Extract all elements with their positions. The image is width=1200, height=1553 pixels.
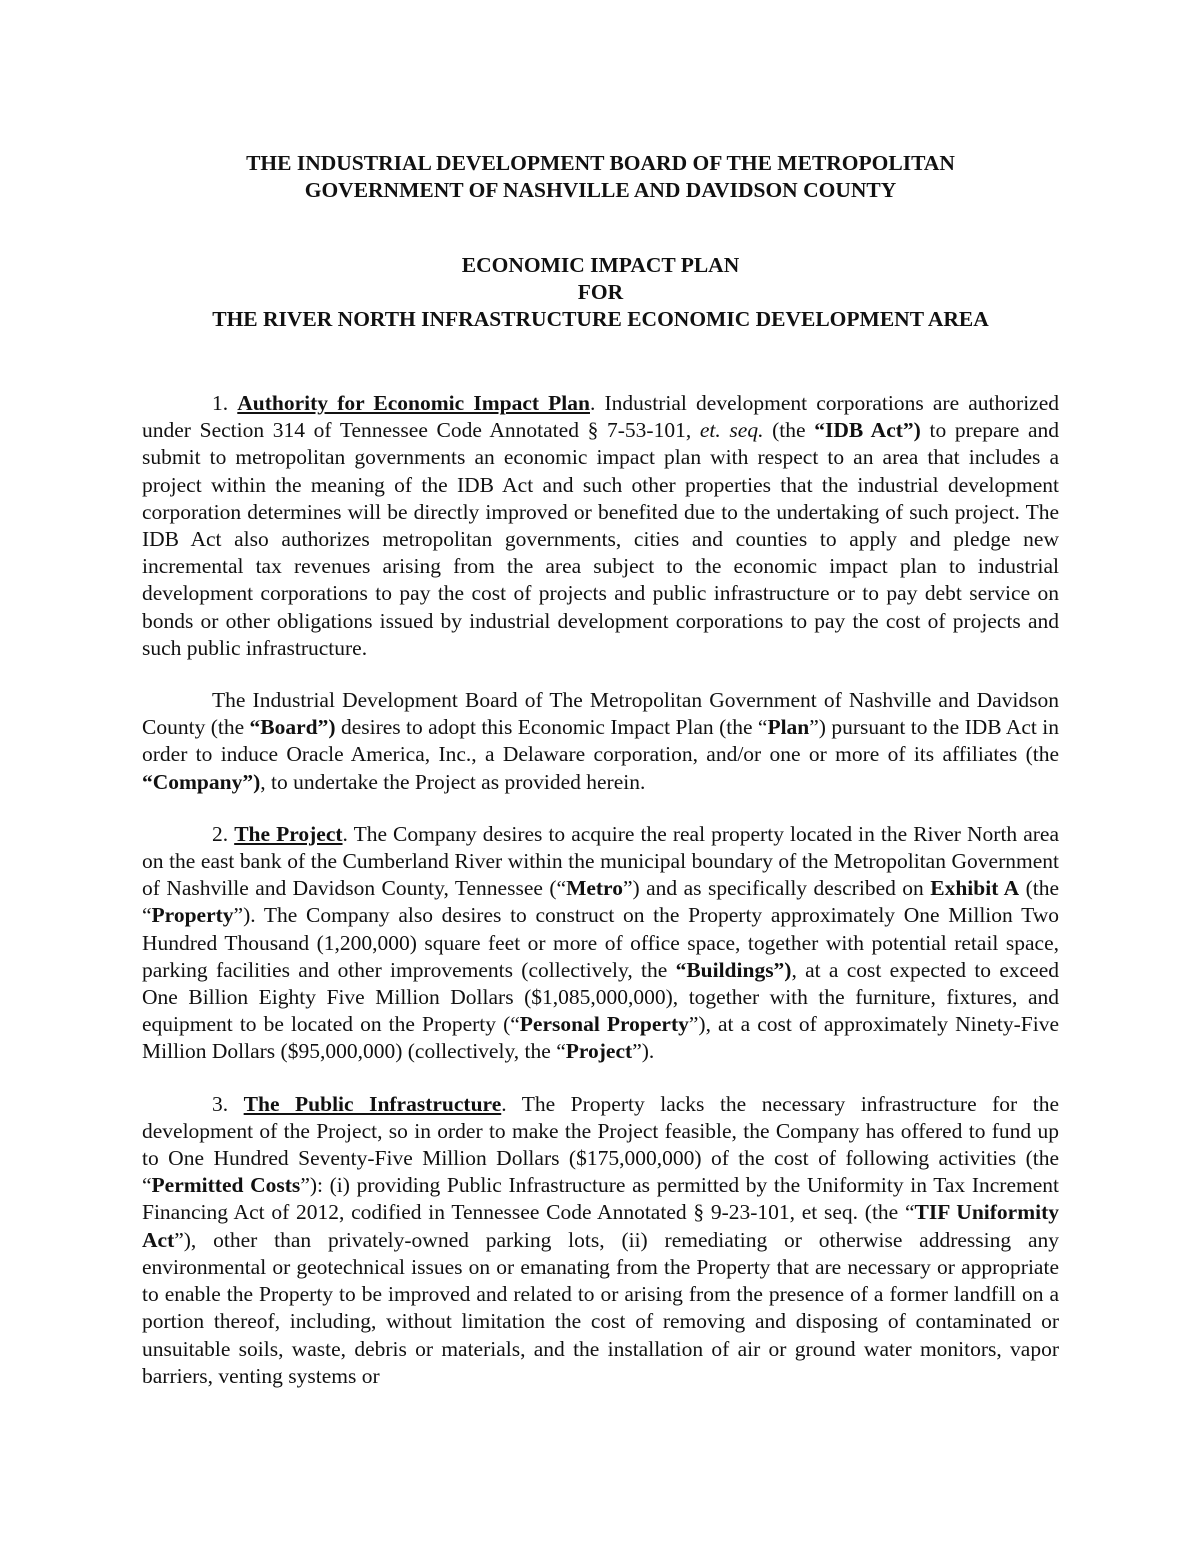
section-1-text-1: . Industrial development corporations are authorized under Section 314 of Tennessee Code Annotated § 7-53-101, bbox=[142, 391, 1059, 443]
section-2-text-4: ”). The Company also desires to construct on the Property approximately One Million Two Hundred Thousand (1,200,000) square feet or more of office space, together with potential retail space, parking facilities and other improvements (collectively, the bbox=[142, 903, 1059, 982]
section-2-title: The Project bbox=[234, 821, 343, 846]
exhibit-a-term: Exhibit A bbox=[930, 876, 1020, 901]
intro-text-2: desires to adopt this Economic Impact Plan (the “ bbox=[335, 715, 768, 740]
section-1-text-2: (the bbox=[763, 418, 815, 443]
permitted-costs-term: Permitted Costs bbox=[151, 1173, 301, 1198]
buildings-term: “Buildings”) bbox=[675, 957, 792, 982]
plan-term: Plan bbox=[767, 715, 810, 740]
plan-heading-line-2: FOR bbox=[577, 280, 624, 304]
board-heading-line-2: GOVERNMENT OF NASHVILLE AND DAVIDSON COUNTY bbox=[304, 178, 897, 202]
section-3-text-1: . The Property lacks the necessary infrastructure for the development of the Project, so in order to make the Project feasible, the Company has offered to fund up to One Hundred Seventy-Five Million Dollars ($175,000,000) of the cost of following activities (the “ bbox=[142, 1091, 1059, 1198]
tif-uniformity-act-term: TIF Uniformity Act bbox=[142, 1200, 1059, 1252]
section-2-text-6: ”), at a cost of approximately Ninety-Five Million Dollars ($95,000,000) (collectively, the “ bbox=[142, 1012, 1060, 1064]
company-term: “Company”) bbox=[142, 769, 261, 794]
board-term: “Board”) bbox=[249, 715, 336, 740]
intro-text-1: The Industrial Development Board of The Metropolitan Government of Nashville and Davidson County (the bbox=[142, 688, 1059, 740]
section-2-text-5: , at a cost expected to exceed One Billion Eighty Five Million Dollars ($1,085,000,000), together with the furniture, fixtures, and equipment to be located on the Property (“ bbox=[142, 957, 1059, 1037]
metro-term: Metro bbox=[566, 876, 623, 901]
board-heading bbox=[142, 150, 1059, 204]
section-2-text-1: . The Company desires to acquire the real property located in the River North area on the east bank of the Cumberland River within the municipal boundary of the Metropolitan Government of Nashville and Davidson County, Tennessee (“ bbox=[142, 821, 1060, 901]
section-2-paragraph bbox=[142, 821, 1059, 1066]
section-3-title: The Public Infrastructure bbox=[243, 1091, 502, 1116]
section-3-paragraph bbox=[142, 1091, 1059, 1390]
project-term: Project bbox=[565, 1039, 633, 1064]
section-2-text-3: (the “ bbox=[142, 876, 1060, 928]
section-3-number: 3. bbox=[212, 1091, 229, 1116]
section-3-text-2: ”): (i) providing Public Infrastructure as permitted by the Uniformity in Tax Increment Financing Act of 2012, codified in Tennessee Code Annotated § 9-23-101, et seq. (the “ bbox=[142, 1173, 1059, 1225]
section-2-number: 2. bbox=[212, 821, 229, 846]
section-1-number: 1. bbox=[212, 391, 229, 415]
intro-paragraph bbox=[142, 687, 1059, 796]
section-1-title: Authority for Economic Impact Plan bbox=[237, 391, 590, 415]
idb-act-term: “IDB Act”) bbox=[814, 418, 921, 443]
plan-heading bbox=[142, 252, 1059, 333]
et-seq-term: et. seq. bbox=[699, 418, 764, 443]
section-2-text-2: ”) and as specifically described on bbox=[622, 876, 931, 901]
section-2-text-7: ”). bbox=[632, 1039, 655, 1064]
board-heading-line-1: THE INDUSTRIAL DEVELOPMENT BOARD OF THE METROPOLITAN bbox=[246, 151, 955, 175]
plan-heading-line-3: THE RIVER NORTH INFRASTRUCTURE ECONOMIC DEVELOPMENT AREA bbox=[212, 307, 989, 331]
intro-text-3: ”) pursuant to the IDB Act in order to induce Oracle America, Inc., a Delaware corporation, and/or one or more of its affiliates (the bbox=[142, 715, 1059, 767]
section-1-text-3: to prepare and submit to metropolitan governments an economic impact plan with respect to an area that includes a project within the meaning of the IDB Act and such other properties that the industrial development corporation determines will be directly improved or benefited due to the undertaking of such project. The IDB Act also authorizes metropolitan governments, cities and counties to apply and pledge new incremental tax revenues arising from the area subject to the economic impact plan to industrial development corporations to pay the cost of projects and public infrastructure or to pay debt service on bonds or other obligations issued by industrial development corporations to pay the cost of projects and such public infrastructure. bbox=[142, 418, 1059, 660]
personal-property-term: Personal Property bbox=[519, 1012, 689, 1037]
plan-heading-line-1: ECONOMIC IMPACT PLAN bbox=[461, 253, 740, 277]
section-1-paragraph bbox=[142, 390, 1059, 662]
section-3-text-3: ”), other than privately-owned parking lots, (ii) remediating or otherwise addressing any environmental or geotechnical issues on or emanating from the Property that are necessary or appropriate to enable the Property to be improved and related to or arising from the presence of a former landfill on a portion thereof, including, without limitation the cost of removing and disposing of contaminated or unsuitable soils, waste, debris or materials, and the installation of air or ground water monitors, vapor barriers, venting systems or bbox=[142, 1227, 1059, 1388]
intro-text-4: , to undertake the Project as provided herein. bbox=[260, 769, 646, 794]
property-term: Property bbox=[151, 903, 234, 928]
document-page bbox=[142, 150, 1059, 1415]
